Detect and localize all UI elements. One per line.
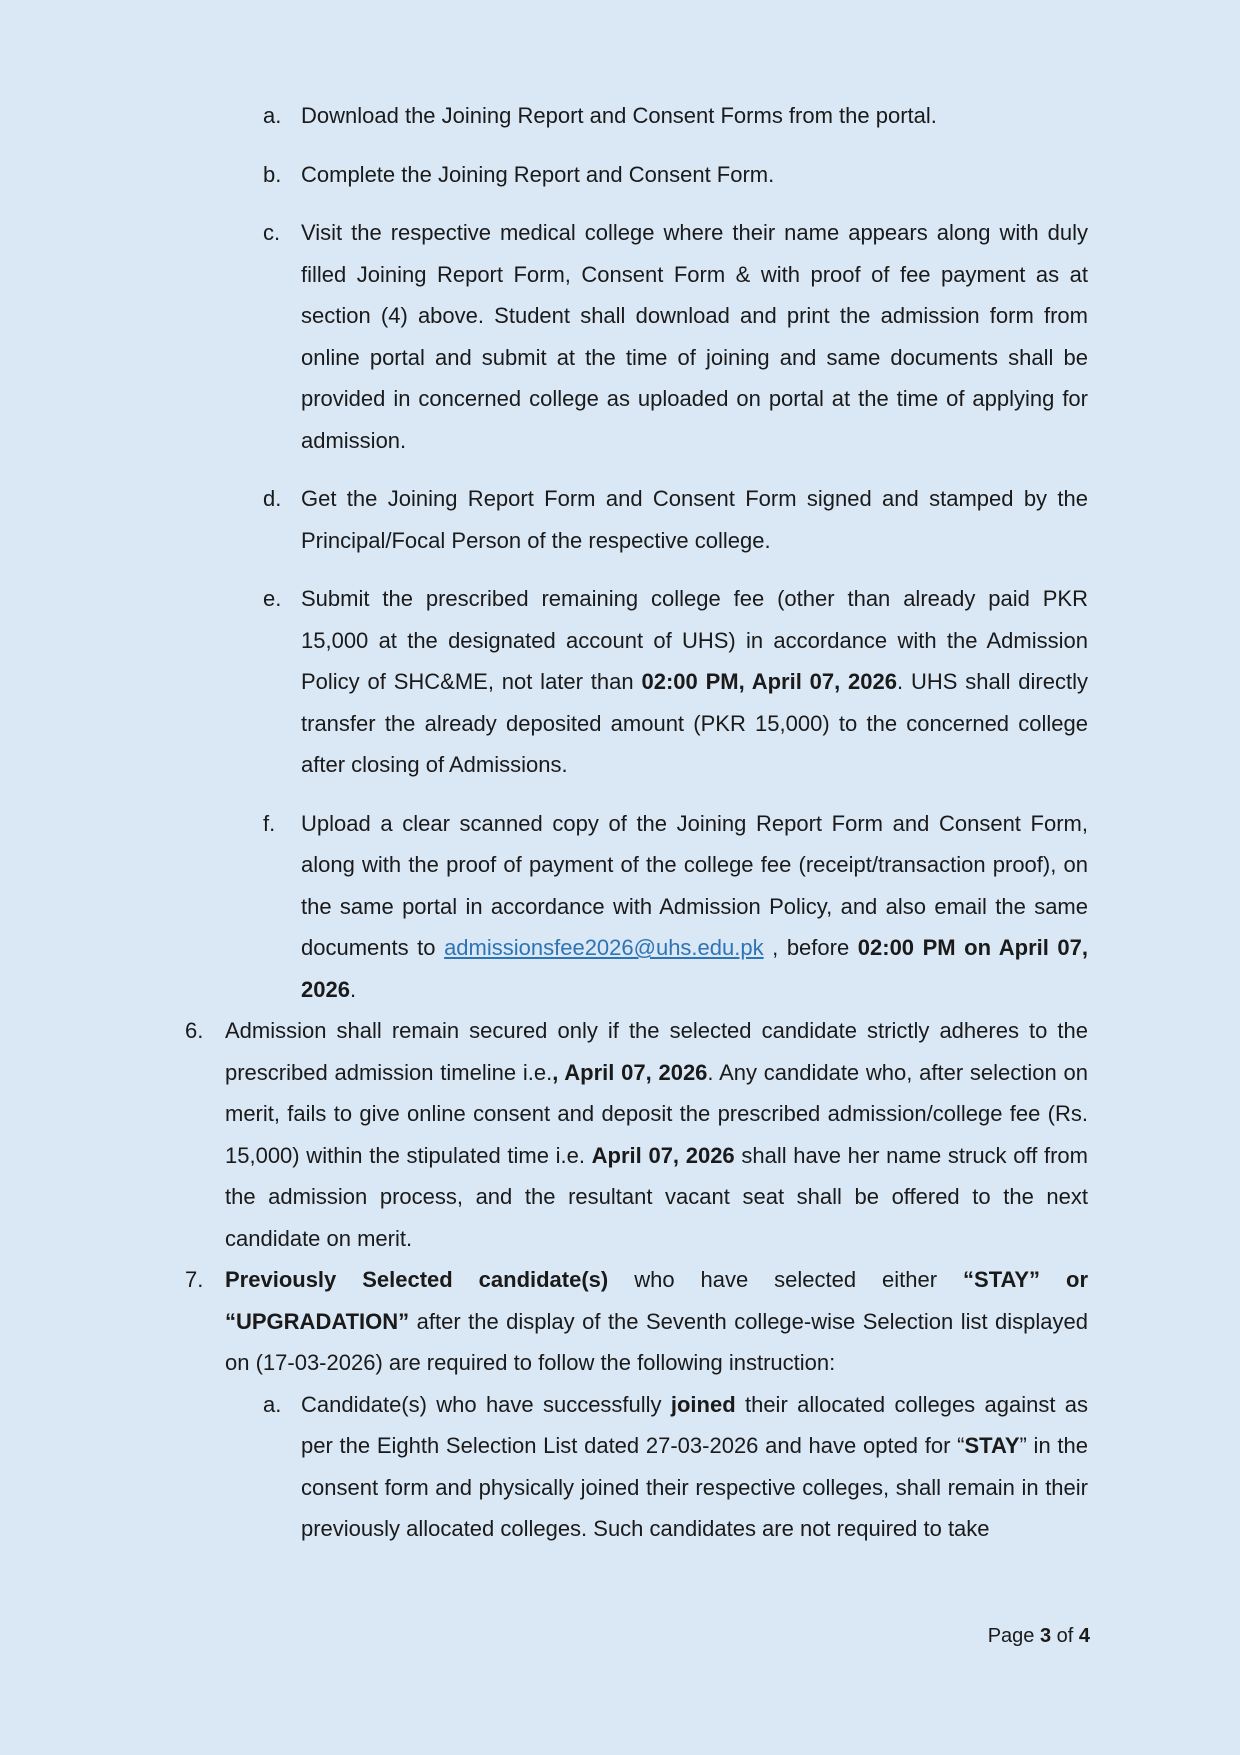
bold-text-run: April 07, 2026: [591, 1142, 735, 1168]
text-run: .: [349, 976, 357, 1002]
bold-text-run: 3: [1039, 1625, 1052, 1647]
list-marker-a: a.: [263, 103, 282, 128]
list-item-a-text: [301, 95, 1088, 137]
text-run: Submit the prescribed remaining college fee (other than already paid PKR 15,000 at the designated account of UHS) in accordance with the Admission Policy of SHC&ME, not later than: [301, 586, 1088, 694]
list-marker-d: d.: [263, 486, 282, 511]
list-item-7-text: [225, 1259, 1088, 1384]
text-run: their allocated colleges against as per the Eighth Selection List dated 27-03-2026 and have opted for “: [301, 1391, 1088, 1458]
text-run: Visit the respective medical college where their name appears along with duly filled Joining Report Form, Consent Form & with proof of fee payment as at section (4) above. Student shall download and print the admission form from online portal and submit at the time of joining and same documents shall be provided in concerned college as uploaded on portal at the time of applying for admission.: [301, 220, 1088, 453]
text-run: Page: [987, 1625, 1040, 1647]
text-run: Admission shall remain secured only if the selected candidate strictly adheres to the prescribed admission timeline i.e.: [225, 1018, 1088, 1085]
text-run: , before: [763, 935, 858, 960]
list-marker-e: e.: [263, 586, 282, 611]
list-marker-b: b.: [263, 161, 282, 187]
list-marker-f: f.: [263, 810, 276, 836]
list-item-e: [263, 578, 1240, 786]
list-item-d: [263, 478, 1240, 561]
bold-text-run: joined: [670, 1391, 736, 1417]
list-item-e-text: [301, 578, 1088, 786]
list-item-d-text: [301, 478, 1088, 561]
list-item-7a: [263, 1384, 1240, 1550]
bold-text-run: 02:00 PM on April 07, 2026: [301, 935, 1088, 1002]
bold-text-run: “STAY” or “UPGRADATION”: [225, 1267, 1088, 1334]
bold-text-run: Previously Selected candidate(s): [225, 1267, 609, 1292]
list-item-7: [185, 1259, 1240, 1384]
text-run: Upload a clear scanned copy of the Joining Report Form and Consent Form, along with the proof of payment of the college fee (receipt/transaction proof), on the same portal in accordance with Admission Policy, and also email the same documents to: [301, 810, 1088, 960]
list-item-6: [185, 1010, 1240, 1259]
list-marker-7: 7.: [185, 1267, 204, 1292]
list-item-6-text: [225, 1010, 1088, 1259]
text-run: . Any candidate who, after selection on merit, fails to give online consent and deposit the prescribed admission/college fee (Rs. 15,000) within the stipulated time i.e.: [225, 1059, 1088, 1168]
list-marker-c: c.: [263, 220, 281, 245]
email-link[interactable]: admissionsfee2026@uhs.edu.pk: [444, 935, 764, 960]
bold-text-run: 02:00 PM, April 07, 2026: [641, 669, 897, 694]
bold-text-run: 4: [1078, 1625, 1090, 1647]
list-item-c: [263, 212, 1240, 461]
list-marker-7a: a.: [263, 1391, 282, 1417]
text-run: Candidate(s) who have successfully: [301, 1391, 671, 1417]
list-item-f-text: [301, 803, 1088, 1011]
bold-text-run: STAY: [964, 1433, 1020, 1458]
list-marker-6: 6.: [185, 1018, 204, 1043]
bold-text-run: , April 07, 2026: [552, 1059, 708, 1085]
text-run: Complete the Joining Report and Consent Form.: [301, 161, 775, 187]
text-run: of: [1051, 1625, 1079, 1647]
list-item-a: [263, 95, 1240, 137]
text-run: Get the Joining Report Form and Consent Form signed and stamped by the Principal/Focal Person of the respective college.: [301, 486, 1088, 553]
text-run: shall have her name struck off from the admission process, and the resultant vacant seat shall be offered to the next candidate on merit.: [225, 1142, 1088, 1251]
list-item-7a-text: [301, 1384, 1088, 1550]
list-item-b-text: [301, 154, 1088, 196]
list-item-b: [263, 154, 1240, 196]
text-run: who have selected either: [608, 1267, 964, 1292]
list-item-f: [263, 803, 1240, 1011]
list-item-c-text: [301, 212, 1088, 461]
text-run: ” in the consent form and physically joined their respective colleges, shall remain in their previously allocated colleges. Such candidates are not required to take: [301, 1433, 1088, 1541]
text-run: Download the Joining Report and Consent Forms from the portal.: [301, 103, 937, 128]
text-run: after the display of the Seventh college-wise Selection list displayed on (17-03-2026) are required to follow the following instruction:: [225, 1308, 1088, 1375]
page-number-footer: [988, 1621, 1090, 1651]
text-run: . UHS shall directly transfer the already deposited amount (PKR 15,000) to the concerned college after closing of Admissions.: [301, 669, 1088, 777]
